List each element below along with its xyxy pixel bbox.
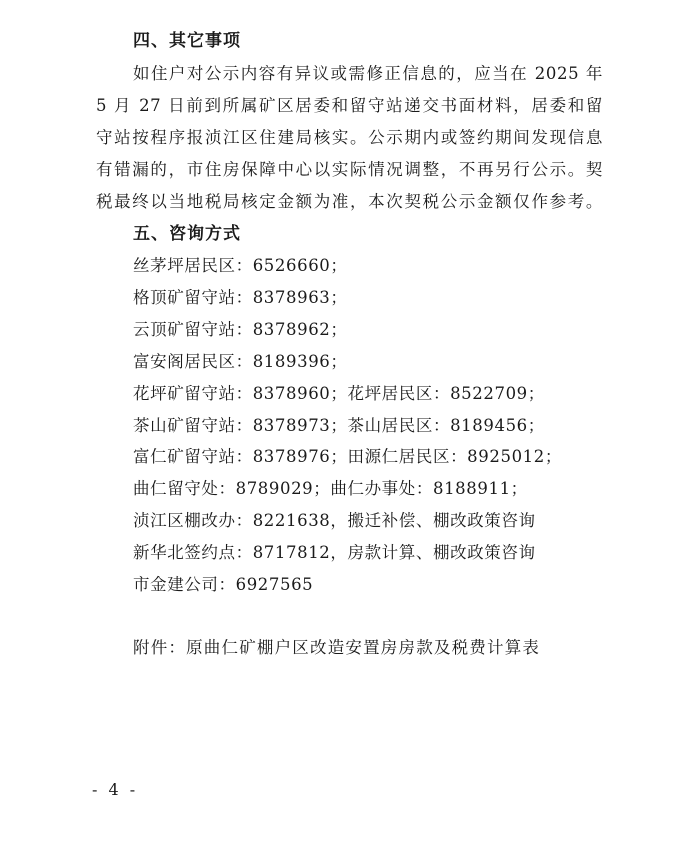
contact-line: 格顶矿留守站：8378963；	[133, 288, 348, 307]
section-4-line-5: 税最终以当地税局核定金额为准，本次契税公示金额仅作参考。	[96, 192, 603, 211]
contact-line: 丝茅坪居民区：6526660；	[133, 256, 348, 275]
contact-line: 浈江区棚改办：8221638，搬迁补偿、棚改政策咨询	[133, 511, 536, 530]
contact-line: 富安阁居民区：8189396；	[133, 352, 348, 371]
section-4-line-1: 如住户对公示内容有异议或需修正信息的，应当在 2025 年	[133, 64, 603, 83]
contact-line: 茶山矿留守站：8378973；茶山居民区：8189456；	[133, 416, 545, 435]
page-number: - 4 -	[92, 780, 139, 799]
contact-line: 曲仁留守处：8789029；曲仁办事处：8188911；	[133, 479, 528, 498]
section-4-heading: 四、其它事项	[133, 31, 241, 51]
section-5-heading: 五、咨询方式	[133, 224, 241, 244]
section-4-line-3: 守站按程序报浈江区住建局核实。公示期内或签约期间发现信息	[96, 128, 603, 147]
attachment-note: 附件：原曲仁矿棚户区改造安置房房款及税费计算表	[133, 638, 541, 657]
contact-line: 富仁矿留守站：8378976；田源仁居民区：8925012；	[133, 447, 562, 466]
section-4-line-2: 5 月 27 日前到所属矿区居委和留守站递交书面材料，居委和留	[96, 96, 603, 115]
section-4-line-4: 有错漏的，市住房保障中心以实际情况调整，不再另行公示。契	[96, 160, 603, 179]
contact-line: 新华北签约点：8717812，房款计算、棚改政策咨询	[133, 543, 536, 562]
contact-line: 市金建公司：6927565	[133, 575, 314, 594]
contact-line: 云顶矿留守站：8378962；	[133, 320, 348, 339]
contact-line: 花坪矿留守站：8378960；花坪居民区：8522709；	[133, 384, 545, 403]
